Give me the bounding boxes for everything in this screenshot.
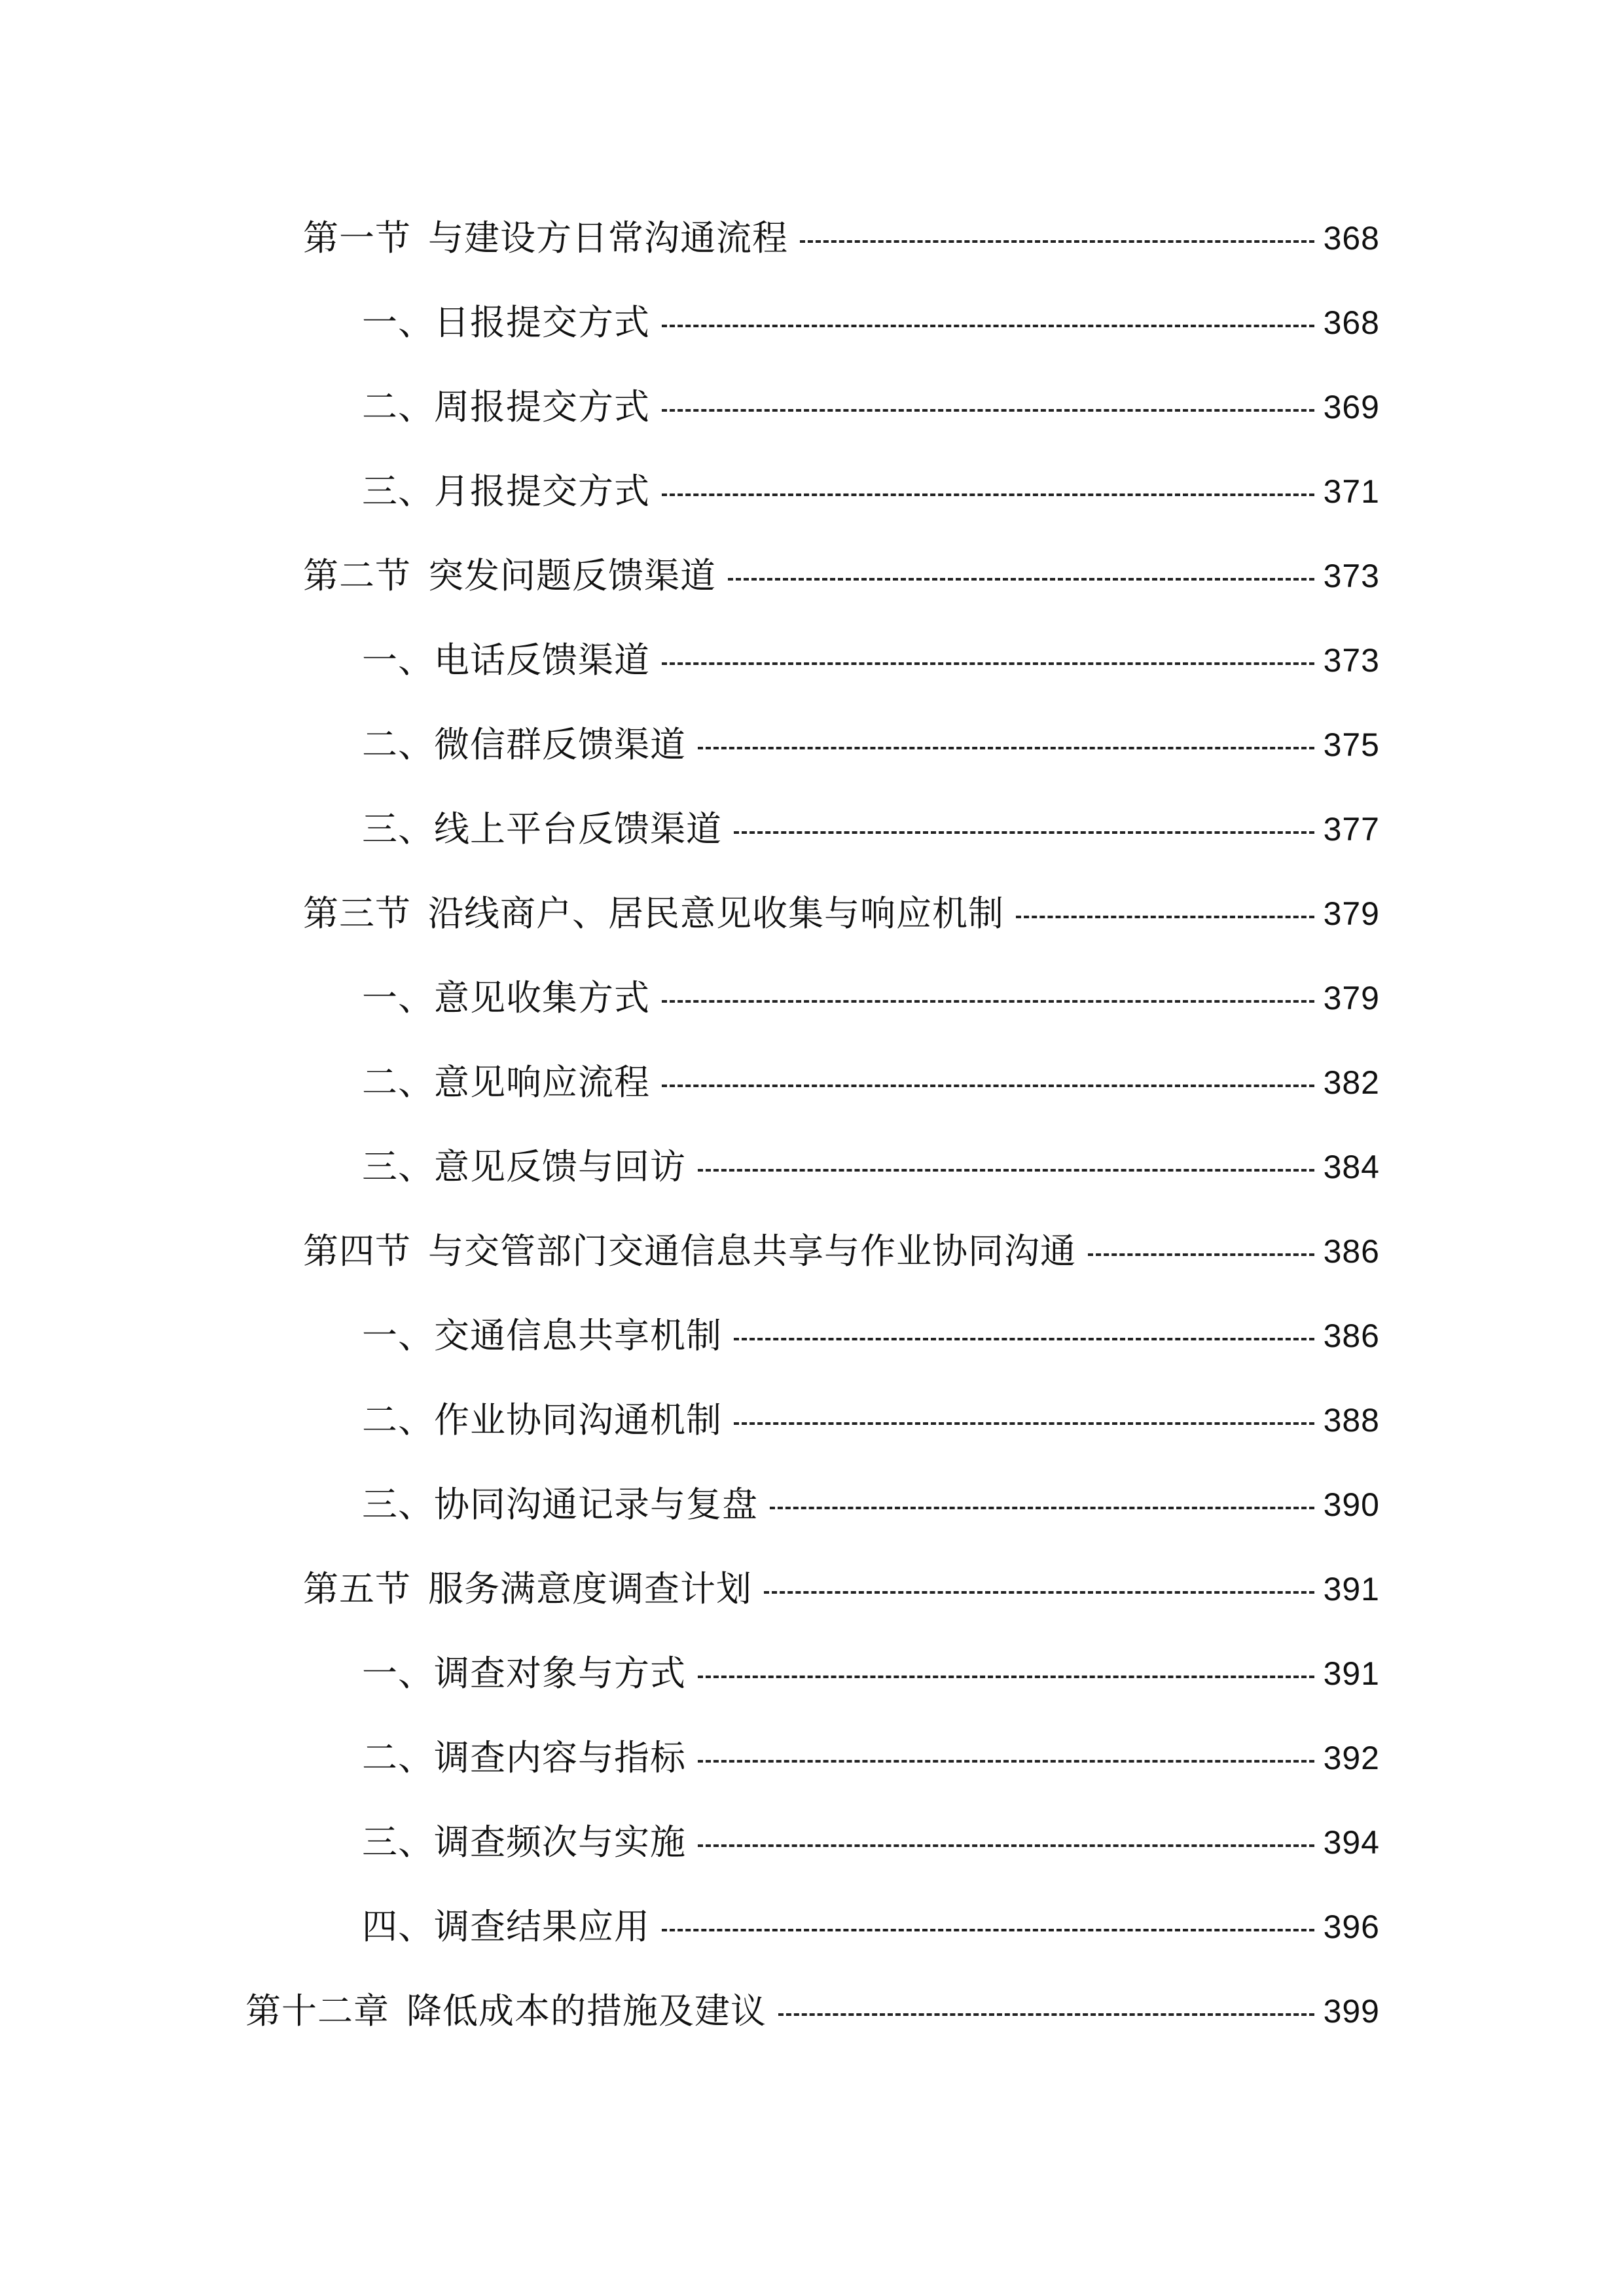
toc-entry-title: 服务满意度调查计划 [428, 1568, 752, 1609]
toc-entry[interactable] [362, 374, 1380, 440]
toc-entry-page: 391 [1323, 1571, 1380, 1607]
toc-entry-label [303, 543, 716, 609]
toc-entry-prefix: 第一节 [303, 217, 411, 259]
toc-entry-prefix: 第十二章 [245, 1990, 389, 2032]
dot-leader [1088, 1253, 1314, 1256]
toc-entry-title: 二、调查内容与指标 [362, 1737, 686, 1778]
toc-entry[interactable] [362, 797, 1380, 862]
toc-entry-title: 一、调查对象与方式 [362, 1653, 686, 1694]
toc-entry-title: 沿线商户、居民意见收集与响应机制 [428, 893, 1004, 934]
dot-leader [662, 1085, 1314, 1087]
toc-entry-prefix: 第三节 [303, 893, 411, 934]
toc-entry-label [303, 1556, 752, 1622]
toc-entry-title: 三、协同沟通记录与复盘 [362, 1484, 758, 1525]
toc-entry-page: 379 [1323, 980, 1380, 1016]
toc-entry-title: 突发问题反馈渠道 [428, 555, 716, 596]
toc-entry[interactable] [245, 1979, 1380, 2044]
toc-entry-page: 399 [1323, 1993, 1380, 2030]
toc-entry[interactable] [303, 206, 1380, 271]
toc-entry[interactable] [303, 543, 1380, 609]
toc-entry-page: 377 [1323, 811, 1380, 848]
dot-leader [698, 1760, 1314, 1763]
toc-entry[interactable] [362, 1303, 1380, 1369]
toc-entry[interactable] [362, 1894, 1380, 1960]
toc-entry-prefix: 第四节 [303, 1230, 411, 1272]
toc-entry[interactable] [362, 1388, 1380, 1453]
dot-leader [734, 831, 1314, 834]
dot-leader [734, 1338, 1314, 1340]
toc-entry-title: 三、线上平台反馈渠道 [362, 808, 722, 850]
dot-leader [698, 1169, 1314, 1172]
toc-entry-title: 三、月报提交方式 [362, 471, 650, 512]
toc-entry[interactable] [362, 1050, 1380, 1115]
dot-leader [764, 1591, 1314, 1594]
toc-entry-page: 386 [1323, 1233, 1380, 1270]
toc-entry-page: 368 [1323, 304, 1380, 341]
toc-entry-page: 373 [1323, 642, 1380, 679]
toc-entry-page: 388 [1323, 1402, 1380, 1439]
toc-entry-page: 390 [1323, 1486, 1380, 1523]
dot-leader [662, 662, 1314, 665]
toc-entry-label [303, 1219, 1076, 1284]
toc-entry[interactable] [362, 1810, 1380, 1875]
dot-leader [728, 578, 1314, 581]
dot-leader [778, 2013, 1314, 2016]
toc-entry-title: 一、意见收集方式 [362, 977, 650, 1018]
dot-leader [662, 1000, 1314, 1003]
toc-entry-page: 371 [1323, 473, 1380, 510]
toc-entry-prefix: 第二节 [303, 555, 411, 596]
dot-leader [800, 240, 1314, 243]
toc-entry-label [303, 881, 1004, 946]
toc-entry-title: 一、交通信息共享机制 [362, 1315, 722, 1356]
toc-entry-page: 375 [1323, 726, 1380, 763]
toc-entry-title: 二、意见响应流程 [362, 1062, 650, 1103]
toc-entry-page: 373 [1323, 558, 1380, 594]
toc-entry-page: 369 [1323, 389, 1380, 425]
dot-leader [698, 1844, 1314, 1847]
toc-entry-label [245, 1979, 767, 2044]
dot-leader [662, 409, 1314, 412]
toc-entry-title: 二、周报提交方式 [362, 386, 650, 427]
toc-entry-prefix: 第五节 [303, 1568, 411, 1609]
dot-leader [662, 1929, 1314, 1931]
dot-leader [1016, 916, 1314, 918]
toc-entry-page: 368 [1323, 220, 1380, 257]
toc-entry-page: 379 [1323, 895, 1380, 932]
toc-entry[interactable] [362, 965, 1380, 1031]
dot-leader [698, 747, 1314, 749]
toc-entry[interactable] [362, 459, 1380, 524]
toc-entry[interactable] [362, 1725, 1380, 1791]
toc-entry[interactable] [362, 712, 1380, 778]
toc-entry-title: 三、意见反馈与回访 [362, 1146, 686, 1187]
dot-leader [734, 1422, 1314, 1425]
toc-entry-title: 与建设方日常沟通流程 [428, 217, 788, 259]
toc-entry[interactable] [303, 1556, 1380, 1622]
toc-entry-page: 391 [1323, 1655, 1380, 1692]
toc-entry[interactable] [362, 1641, 1380, 1706]
toc-entry-page: 384 [1323, 1149, 1380, 1185]
toc-entry-page: 396 [1323, 1909, 1380, 1945]
toc-entry-page: 382 [1323, 1064, 1380, 1101]
dot-leader [698, 1676, 1314, 1678]
dot-leader [662, 325, 1314, 327]
toc-entry-title: 降低成本的措施及建议 [406, 1990, 767, 2032]
toc-entry-title: 与交管部门交通信息共享与作业协同沟通 [428, 1230, 1076, 1272]
toc-entry-page: 386 [1323, 1318, 1380, 1354]
toc-entry[interactable] [303, 1219, 1380, 1284]
toc-entry-label [303, 206, 788, 271]
toc-entry-title: 三、调查频次与实施 [362, 1821, 686, 1863]
toc-entry[interactable] [303, 881, 1380, 946]
toc-entry[interactable] [362, 290, 1380, 355]
dot-leader [662, 493, 1314, 496]
toc-entry[interactable] [362, 628, 1380, 693]
dot-leader [770, 1507, 1314, 1509]
toc-entry-page: 394 [1323, 1824, 1380, 1861]
toc-entry[interactable] [362, 1134, 1380, 1200]
toc-entry-title: 二、微信群反馈渠道 [362, 724, 686, 765]
toc-entry-title: 一、日报提交方式 [362, 302, 650, 343]
toc-entry-page: 392 [1323, 1740, 1380, 1776]
toc-entry-title: 一、电话反馈渠道 [362, 639, 650, 681]
toc-entry-title: 二、作业协同沟通机制 [362, 1399, 722, 1441]
toc-entry-title: 四、调查结果应用 [362, 1906, 650, 1947]
toc-entry[interactable] [362, 1472, 1380, 1537]
